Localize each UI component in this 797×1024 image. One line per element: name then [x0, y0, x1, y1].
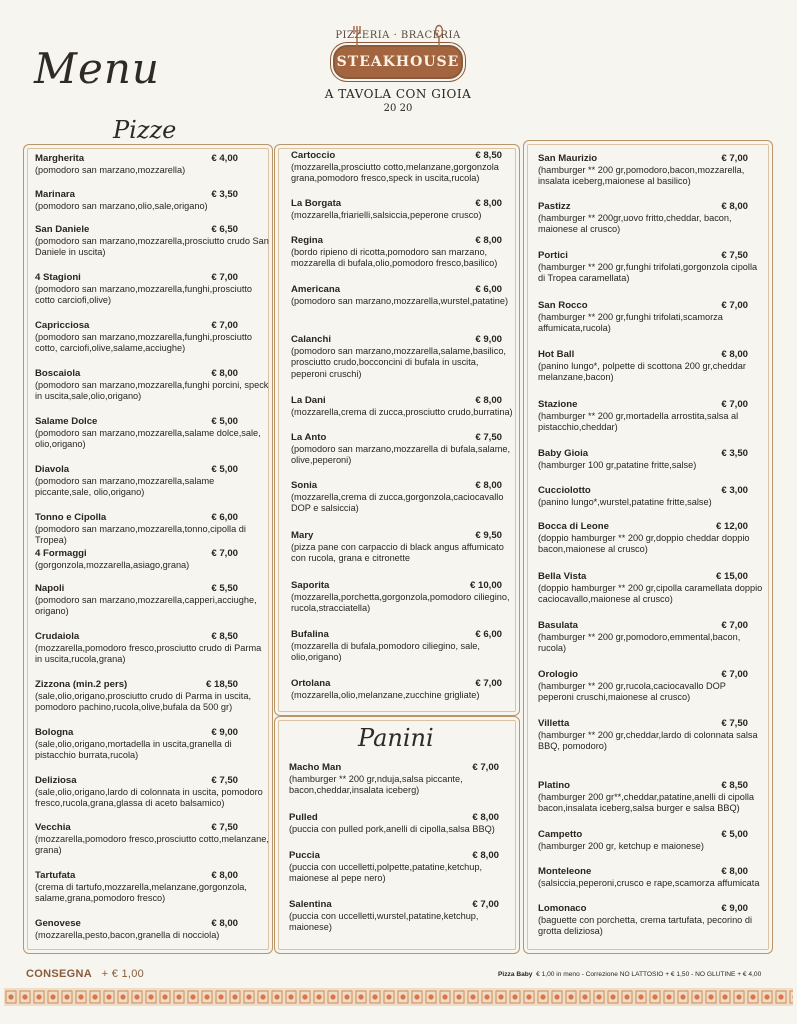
menu-item-name: Platino — [538, 780, 570, 791]
menu-item-description: (hamburger ** 200 gr,rucola,caciocavallo DOP peperoni cruschi,maionese al crusco) — [538, 680, 726, 703]
menu-item-price: € 8,00 — [475, 480, 502, 491]
cutlery-icon — [335, 24, 461, 54]
border-tile-dot — [372, 994, 377, 999]
menu-item-description: (puccia con pulled pork,anelli di cipolla,salsa BBQ) — [289, 823, 495, 834]
menu-item-name: San Maurizio — [538, 153, 598, 164]
logo-badge: STEAKHOUSE — [333, 45, 463, 79]
menu-item-price: € 7,00 — [475, 678, 502, 689]
menu-item-price: € 12,00 — [715, 521, 748, 532]
menu-item-name: La Borgata — [291, 198, 342, 209]
panini-heading: Panini — [358, 724, 434, 752]
menu-item-price: € 8,00 — [211, 368, 238, 379]
border-tile-dot — [8, 994, 13, 999]
border-tile-dot — [106, 994, 111, 999]
menu-item — [538, 903, 764, 938]
menu-item-price: € 7,00 — [472, 762, 499, 773]
logo-top-text: PIZZERIA · BRACERIA — [335, 30, 461, 41]
menu-item-name: Monteleone — [538, 866, 592, 877]
menu-item-price: € 7,00 — [721, 669, 748, 680]
border-tile-dot — [22, 994, 27, 999]
menu-item-price: € 5,50 — [211, 583, 238, 594]
menu-item — [538, 620, 764, 655]
menu-item-name: Salame Dolce — [35, 416, 98, 427]
menu-item — [538, 829, 764, 852]
menu-item-price: € 8,00 — [211, 870, 238, 881]
menu-item-price: € 8,00 — [472, 812, 499, 823]
menu-item-price: € 8,00 — [211, 918, 238, 929]
menu-item-price: € 6,00 — [211, 512, 238, 523]
menu-item-description: (puccia con uccelletti,wurstel,patatine,ketchup, maionese) — [289, 910, 479, 933]
menu-item — [538, 571, 764, 606]
border-tile-dot — [540, 994, 545, 999]
menu-item — [291, 629, 513, 664]
menu-item-price: € 7,00 — [721, 620, 748, 631]
menu-item-name: Macho Man — [289, 762, 342, 773]
menu-item — [35, 775, 269, 810]
menu-item — [291, 334, 513, 380]
restaurant-logo — [323, 22, 473, 140]
menu-item-price: € 10,00 — [469, 580, 502, 591]
menu-item — [289, 812, 511, 835]
menu-item-name: Crudaiola — [35, 631, 80, 642]
menu-item-name: Pulled — [289, 812, 318, 823]
menu-item — [35, 727, 269, 762]
border-tile-dot — [526, 994, 531, 999]
border-tile-dot — [498, 994, 503, 999]
menu-item-name: Capricciosa — [35, 320, 90, 331]
menu-item-price: € 7,50 — [475, 432, 502, 443]
menu-item-price: € 4,00 — [211, 153, 238, 164]
menu-item — [291, 150, 513, 185]
border-tile-dot — [582, 994, 587, 999]
menu-item-name: Cucciolotto — [538, 485, 591, 496]
menu-item-price: € 7,00 — [472, 899, 499, 910]
menu-item-description: (pomodoro san marzano,mozzarella,funghi,prosciutto cotto, carciofi,olive,salame,acciughe) — [35, 331, 253, 354]
border-tile-dot — [442, 994, 447, 999]
menu-item-description: (panino lungo*, polpette di scottona 200 gr,cheddar melanzane,bacon) — [538, 360, 746, 383]
menu-item — [538, 669, 764, 704]
menu-item-price: € 8,00 — [475, 198, 502, 209]
menu-item-price: € 5,00 — [211, 416, 238, 427]
menu-item-price: € 8,50 — [211, 631, 238, 642]
border-tile-dot — [148, 994, 153, 999]
menu-item — [538, 250, 764, 285]
menu-item-price: € 8,00 — [475, 395, 502, 406]
menu-item — [291, 395, 513, 418]
menu-item-description: (hamburger ** 200 gr,funghi trifolati,scamorza affumicata,rucola) — [538, 311, 723, 334]
menu-item — [538, 485, 764, 508]
menu-item-description: (gorgonzola,mozzarella,asiago,grana) — [35, 559, 190, 570]
menu-item-price: € 8,00 — [721, 349, 748, 360]
menu-item — [35, 679, 269, 714]
menu-item-name: Diavola — [35, 464, 70, 475]
border-tile-dot — [36, 994, 41, 999]
menu-item — [35, 631, 269, 666]
menu-item — [291, 530, 513, 565]
menu-item-price: € 9,00 — [475, 334, 502, 345]
menu-item — [538, 153, 764, 188]
menu-item — [538, 521, 764, 556]
menu-item-description: (mozzarella,pomodoro fresco,prosciutto crudo di Parma in uscita,rucola,grana) — [35, 642, 262, 665]
extras-baby-label: Pizza Baby — [498, 971, 533, 978]
menu-item-price: € 7,00 — [721, 399, 748, 410]
border-tile-dot — [596, 994, 601, 999]
menu-item — [35, 368, 269, 403]
border-tile-dot — [666, 994, 671, 999]
menu-item-price: € 8,00 — [472, 850, 499, 861]
menu-item-description: (salsiccia,peperoni,crusco e rape,scamorza affumicata — [538, 877, 760, 888]
menu-item-description: (hamburger ** 200 gr,pomodoro,bacon,mozzarella, insalata iceberg,maionese al basilico) — [538, 164, 745, 187]
delivery-price: + € 1,00 — [101, 968, 145, 980]
menu-item-name: Bocca di Leone — [538, 521, 609, 532]
border-tile-dot — [246, 994, 251, 999]
menu-item-description: (pomodoro san marzano,mozzarella di bufala,salame, olive,peperoni) — [291, 443, 511, 466]
menu-item — [289, 899, 511, 934]
border-tile-dot — [274, 994, 279, 999]
menu-item-description: (baguette con porchetta, crema tartufata, pecorino di grotta deliziosa) — [538, 914, 752, 937]
menu-item — [538, 300, 764, 335]
border-tile-dot — [344, 994, 349, 999]
border-tile-dot — [232, 994, 237, 999]
menu-item — [35, 189, 269, 212]
menu-item-price: € 7,00 — [721, 300, 748, 311]
menu-item — [35, 512, 269, 547]
menu-item-name: Pastizz — [538, 201, 571, 212]
border-tile-dot — [680, 994, 685, 999]
menu-item-name: Salentina — [289, 899, 332, 910]
menu-item — [35, 583, 269, 618]
menu-item-description: (pomodoro san marzano,mozzarella,funghi,prosciutto cotto carciofi,olive) — [35, 283, 253, 306]
menu-item — [291, 284, 513, 307]
menu-item-price: € 7,00 — [211, 548, 238, 559]
menu-item-description: (pomodoro san marzano,olio,sale,origano) — [35, 200, 208, 211]
menu-item — [291, 432, 513, 467]
border-tile-dot — [414, 994, 419, 999]
menu-item-name: Calanchi — [291, 334, 331, 345]
menu-item-description: (doppio hamburger ** 200 gr,doppio cheddar doppio bacon,maionese al crusco) — [538, 532, 750, 555]
menu-item-name: Basulata — [538, 620, 578, 631]
menu-item-name: Bufalina — [291, 629, 329, 640]
border-tile-dot — [708, 994, 713, 999]
menu-item-name: Zizzona (min.2 pers) — [35, 679, 128, 690]
menu-item-price: € 7,00 — [721, 153, 748, 164]
menu-item-name: Marinara — [35, 189, 75, 200]
border-tile-dot — [190, 994, 195, 999]
menu-item-description: (doppio hamburger ** 200 gr,cipolla caramellata doppio caciocavallo,maionese al crusco) — [538, 582, 763, 605]
menu-item-description: (pomodoro san marzano,mozzarella,tonno,cipolla di Tropea) — [35, 523, 246, 546]
menu-item — [35, 918, 269, 941]
menu-item-name: Bologna — [35, 727, 74, 738]
delivery-label: CONSEGNA — [26, 968, 92, 980]
border-tile-dot — [652, 994, 657, 999]
menu-item — [291, 198, 513, 221]
menu-item-description: (hamburger ** 200 gr,nduja,salsa piccante, bacon,cheddar,insalata iceberg) — [289, 773, 463, 796]
menu-item-price: € 5,00 — [721, 829, 748, 840]
menu-item-description: (pizza pane con carpaccio di black angus affumicato con rucola, grana e citronette — [291, 541, 504, 564]
menu-title: Menu — [34, 44, 160, 93]
menu-item-name: Saporita — [291, 580, 330, 591]
menu-item-price: € 8,00 — [475, 235, 502, 246]
menu-item-description: (pomodoro san marzano,mozzarella) — [35, 164, 186, 175]
menu-item-price: € 7,50 — [721, 718, 748, 729]
menu-item — [289, 762, 511, 797]
border-tile-dot — [288, 994, 293, 999]
menu-item-description: (hamburger ** 200 gr,cheddar,lardo di colonnata salsa BBQ, pomodoro) — [538, 729, 758, 752]
menu-item — [35, 822, 269, 857]
border-tile-dot — [484, 994, 489, 999]
menu-item-description: (mozzarella,prosciutto cotto,melanzane,gorgonzola grana,pomodoro fresco,speck in uscita,rucola) — [291, 161, 499, 184]
menu-item-name: Orologio — [538, 669, 578, 680]
menu-item — [538, 780, 764, 815]
border-tile-dot — [736, 994, 741, 999]
menu-item-price: € 7,50 — [211, 775, 238, 786]
menu-item-description: (hamburger 200 gr, ketchup e maionese) — [538, 840, 704, 851]
menu-item-description: (sale,olio,origano,lardo di colonnata in uscita, pomodoro fresco,rucola,grana,glassa di aceto balsamico) — [35, 786, 263, 809]
menu-item-name: San Daniele — [35, 224, 90, 235]
border-tile-dot — [778, 994, 783, 999]
border-tile-dot — [764, 994, 769, 999]
menu-item-name: Campetto — [538, 829, 583, 840]
border-tile-dot — [176, 994, 181, 999]
menu-item-name: Lomonaco — [538, 903, 587, 914]
menu-item-description: (mozzarella,pomodoro fresco,prosciutto cotto,melanzane, grana) — [35, 833, 269, 856]
menu-item — [538, 349, 764, 384]
menu-item — [35, 870, 269, 905]
menu-item-name: Napoli — [35, 583, 65, 594]
menu-item-name: Ortolana — [291, 678, 331, 689]
border-tile-dot — [456, 994, 461, 999]
border-tile-dot — [624, 994, 629, 999]
border-tile-dot — [330, 994, 335, 999]
menu-item — [538, 399, 764, 434]
menu-item-name: Sonia — [291, 480, 318, 491]
extras-details: € 1,00 in meno - Correzione NO LATTOSIO + € 1,50 - NO GLUTINE + € 4,00 — [536, 971, 762, 978]
menu-item-description: (mozzarella,porchetta,gorgonzola,pomodoro ciliegino, rucola,stracciatella) — [291, 591, 510, 614]
menu-item-price: € 9,00 — [211, 727, 238, 738]
menu-item — [291, 678, 513, 701]
menu-item-price: € 6,00 — [475, 284, 502, 295]
menu-item-description: (hamburger ** 200 gr,pomodoro,emmental,bacon, rucola) — [538, 631, 741, 654]
border-tile-dot — [92, 994, 97, 999]
menu-item-description: (mozzarella di bufala,pomodoro ciliegino, sale, olio,origano) — [291, 640, 480, 663]
menu-item-price: € 18,50 — [205, 679, 238, 690]
menu-item-price: € 8,50 — [721, 780, 748, 791]
border-tile-dot — [358, 994, 363, 999]
menu-item-description: (puccia con uccelletti,polpette,patatine,ketchup, maionese al pepe nero) — [289, 861, 483, 884]
menu-item-price: € 15,00 — [715, 571, 748, 582]
menu-item — [538, 201, 764, 236]
menu-item-name: Puccia — [289, 850, 320, 861]
menu-item-description: (mozzarella,pesto,bacon,granella di nocciola) — [35, 929, 220, 940]
menu-item-description: (pomodoro san marzano,mozzarella,prosciutto crudo San Daniele in uscita) — [35, 235, 269, 258]
menu-item-name: La Anto — [291, 432, 327, 443]
menu-item-description: (hamburger 100 gr,patatine fritte,salse) — [538, 459, 697, 470]
menu-item-description: (pomodoro san marzano,mozzarella,capperi,acciughe, origano) — [35, 594, 257, 617]
menu-item-name: Mary — [291, 530, 314, 541]
menu-item — [538, 718, 764, 753]
border-tile-dot — [638, 994, 643, 999]
menu-item-description: (hamburger 200 gr**,cheddar,patatine,anelli di cipolla bacon,insalata iceberg,salsa burger e salsa BBQ) — [538, 791, 755, 814]
border-tile-dot — [162, 994, 167, 999]
menu-item — [35, 416, 269, 451]
menu-item-name: Boscaiola — [35, 368, 81, 379]
menu-item-price: € 3,50 — [721, 448, 748, 459]
menu-item — [35, 464, 269, 499]
menu-item-description: (hamburger ** 200 gr,funghi trifolati,gorgonzola cipolla di Tropea caramellata) — [538, 261, 758, 284]
menu-item-name: La Dani — [291, 395, 326, 406]
menu-item-description: (pomodoro san marzano,mozzarella,funghi porcini, speck in uscita,sale,olio,origano) — [35, 379, 269, 402]
menu-item-name: 4 Stagioni — [35, 272, 81, 283]
delivery-fee — [26, 968, 144, 980]
menu-item-name: Stazione — [538, 399, 578, 410]
menu-item-price: € 7,50 — [211, 822, 238, 833]
border-tile-dot — [722, 994, 727, 999]
extras-note — [498, 971, 761, 978]
menu-item-name: Americana — [291, 284, 341, 295]
border-tile-dot — [512, 994, 517, 999]
menu-item — [35, 320, 269, 355]
menu-item-description: (panino lungo*,wurstel,patatine fritte,salse) — [538, 496, 712, 507]
menu-item — [35, 548, 269, 571]
pizze-heading: Pizze — [113, 116, 177, 144]
menu-item — [35, 153, 269, 176]
menu-item-price: € 7,00 — [211, 320, 238, 331]
menu-item-description: (mozzarella,olio,melanzane,zucchine grigliate) — [291, 689, 480, 700]
menu-item-price: € 3,50 — [211, 189, 238, 200]
menu-item-description: (pomodoro san marzano,mozzarella,salame dolce,sale, olio,origano) — [35, 427, 261, 450]
menu-item-price: € 8,00 — [721, 201, 748, 212]
menu-item — [291, 480, 513, 515]
menu-item — [538, 866, 764, 889]
menu-item — [291, 580, 513, 615]
border-tile-dot — [428, 994, 433, 999]
menu-item-description: (hamburger ** 200 gr,mortadella arrostita,salsa al pistacchio,cheddar) — [538, 410, 739, 433]
border-tile-dot — [302, 994, 307, 999]
menu-item-name: Vecchia — [35, 822, 71, 833]
border-tile-dot — [694, 994, 699, 999]
border-tile-dot — [400, 994, 405, 999]
menu-item-description: (pomodoro san marzano,mozzarella,salame,basilico, prosciutto crudo,bocconcini di bufala in uscita, peperoni cruschi) — [291, 345, 506, 379]
border-tile-dot — [78, 994, 83, 999]
menu-item-description: (pomodoro san marzano,mozzarella,salame piccante,sale, olio,origano) — [35, 475, 215, 498]
menu-item-price: € 7,00 — [211, 272, 238, 283]
menu-item-description: (sale,olio,origano,prosciutto crudo di Parma in uscita, pomodoro pachino,rucola,olive,bufala da 500 gr) — [35, 690, 252, 713]
menu-item-name: Genovese — [35, 918, 81, 929]
menu-item-name: 4 Formaggi — [35, 548, 87, 559]
menu-item-name: Deliziosa — [35, 775, 77, 786]
menu-item-price: € 5,00 — [211, 464, 238, 475]
menu-item-price: € 8,50 — [475, 150, 502, 161]
menu-item — [35, 224, 269, 259]
menu-item-description: (mozzarella,crema di zucca,prosciutto crudo,burratina) — [291, 406, 513, 417]
border-tile-dot — [204, 994, 209, 999]
menu-item-name: Cartoccio — [291, 150, 336, 161]
menu-item-description: (bordo ripieno di ricotta,pomodoro san marzano, mozzarella di bufala,olio,pomodoro fresco,basilico) — [291, 246, 498, 269]
menu-item — [538, 448, 764, 471]
menu-item-name: Villetta — [538, 718, 570, 729]
menu-item-name: Tonno e Cipolla — [35, 512, 107, 523]
menu-item-name: Portici — [538, 250, 568, 261]
menu-item-description: (crema di tartufo,mozzarella,melanzane,gorgonzola, salame,grana,pomodoro fresco) — [35, 881, 247, 904]
menu-item-name: San Rocco — [538, 300, 588, 311]
border-tile-dot — [218, 994, 223, 999]
border-tile-dot — [64, 994, 69, 999]
menu-item-name: Margherita — [35, 153, 85, 164]
menu-item-name: Hot Ball — [538, 349, 575, 360]
menu-item-name: Baby Gioia — [538, 448, 589, 459]
menu-item-price: € 9,50 — [475, 530, 502, 541]
border-tile-dot — [554, 994, 559, 999]
menu-item-price: € 6,00 — [475, 629, 502, 640]
menu-item-price: € 3,00 — [721, 485, 748, 496]
border-tile-dot — [134, 994, 139, 999]
menu-item — [289, 850, 511, 885]
border-tile-dot — [50, 994, 55, 999]
menu-item-description: (mozzarella,friarielli,salsiccia,peperone crusco) — [291, 209, 482, 220]
menu-item-name: Regina — [291, 235, 323, 246]
decorative-border — [4, 988, 793, 1006]
menu-item-description: (hamburger ** 200gr,uovo fritto,cheddar, bacon, maionese al crusco) — [538, 212, 732, 235]
border-tile-dot — [610, 994, 615, 999]
border-tile-dot — [316, 994, 321, 999]
menu-item-price: € 9,00 — [721, 903, 748, 914]
menu-item-name: Tartufata — [35, 870, 76, 881]
border-tile-dot — [750, 994, 755, 999]
border-tile-dot — [386, 994, 391, 999]
border-tile-dot — [260, 994, 265, 999]
menu-item-price: € 6,50 — [211, 224, 238, 235]
menu-item-price: € 7,50 — [721, 250, 748, 261]
menu-item-name: Bella Vista — [538, 571, 587, 582]
menu-item-description: (mozzarella,crema di zucca,gorgonzola,caciocavallo DOP e salsiccia) — [291, 491, 504, 514]
menu-item — [291, 235, 513, 270]
menu-item-price: € 8,00 — [721, 866, 748, 877]
border-tile-dot — [120, 994, 125, 999]
menu-item-description: (sale,olio,origano,mortadella in uscita,granella di pistacchio burrata,rucola) — [35, 738, 232, 761]
logo-tagline: A TAVOLA CON GIOIA — [324, 87, 472, 101]
logo-year: 20 20 — [383, 103, 413, 114]
menu-item — [35, 272, 269, 307]
menu-item-description: (pomodoro san marzano,mozzarella,wurstel,patatine) — [291, 295, 509, 306]
border-tile-dot — [470, 994, 475, 999]
border-tile-dot — [568, 994, 573, 999]
